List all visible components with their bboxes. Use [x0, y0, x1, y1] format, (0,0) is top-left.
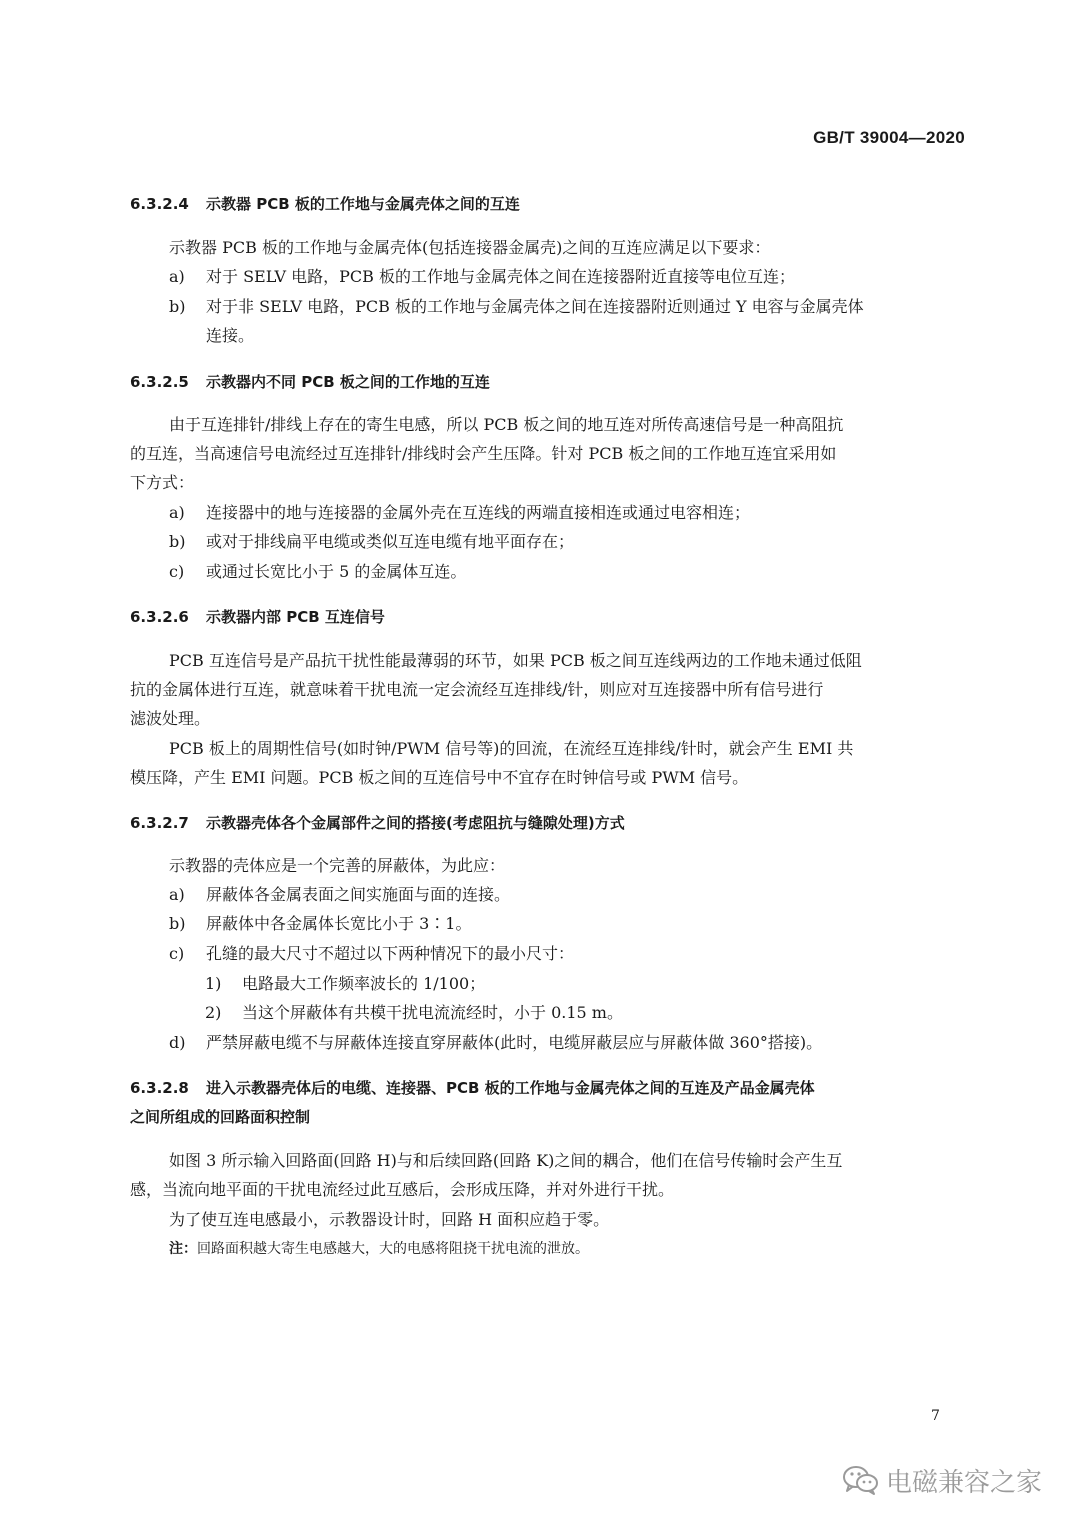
section-title: 进入示教器壳体后的电缆、连接器、PCB 板的工作地与金属壳体之间的互连及产品金属壳体 — [206, 1079, 815, 1097]
list-marker: c) — [169, 562, 185, 581]
standard-number: GB/T 39004—2020 — [813, 128, 965, 147]
section-heading-6324 — [130, 193, 520, 215]
paragraph-line: 滤波处理。 — [130, 709, 211, 728]
paragraph-line: 的互连，当高速信号电流经过互连排针/排线时会产生压降。针对 PCB 板之间的工作地互连宜采用如 — [130, 444, 837, 463]
list-text: 严禁屏蔽电缆不与屏蔽体连接直穿屏蔽体(此时，电缆屏蔽层应与屏蔽体做 360°搭接)。 — [206, 1033, 823, 1052]
list-text: 或通过长宽比小于 5 的金属体互连。 — [206, 562, 467, 581]
list-marker: 1) — [205, 974, 222, 993]
list-item — [169, 531, 574, 553]
sub-list-item — [205, 1002, 623, 1024]
section-title-continuation: 之间所组成的回路面积控制 — [130, 1108, 311, 1126]
paragraph-line: PCB 互连信号是产品抗干扰性能最薄弱的环节，如果 PCB 板之间互连线两边的工作地未通过低阻 — [169, 651, 862, 670]
section-number: 6.3.2.7 — [130, 814, 189, 832]
list-marker: b) — [169, 297, 186, 316]
wechat-icon — [842, 1464, 880, 1496]
list-item — [169, 913, 471, 935]
list-marker: c) — [169, 944, 185, 963]
list-item — [169, 1032, 822, 1054]
paragraph-line: PCB 板上的周期性信号(如时钟/PWM 信号等)的回流，在流经互连排线/针时，就会产生 EMI 共 — [169, 739, 854, 758]
list-item — [169, 884, 510, 906]
note-label: 注： — [169, 1241, 197, 1257]
watermark — [842, 1460, 1042, 1500]
section-number: 6.3.2.8 — [130, 1079, 189, 1097]
list-text: 或对于排线扁平电缆或类似互连电缆有地平面存在； — [206, 532, 575, 551]
list-text: 电路最大工作频率波长的 1/100； — [242, 974, 486, 993]
list-text: 屏蔽体中各金属体长宽比小于 3∶1。 — [206, 914, 472, 933]
list-marker: a) — [169, 267, 185, 286]
section-number: 6.3.2.6 — [130, 608, 189, 626]
list-text: 对于非 SELV 电路，PCB 板的工作地与金属壳体之间在连接器附近则通过 Y 电容与金属壳体 — [206, 297, 864, 316]
paragraph-line: 感，当流向地平面的干扰电流经过此互感后，会形成压降，并对外进行干扰。 — [130, 1180, 675, 1199]
list-text: 连接器中的地与连接器的金属外壳在互连线的两端直接相连或通过电容相连； — [206, 503, 751, 522]
paragraph-line: 为了使互连电感最小，示教器设计时，回路 H 面积应趋于零。 — [169, 1210, 610, 1229]
section-number: 6.3.2.4 — [130, 195, 189, 213]
note-text: 回路面积越大寄生电感越大，大的电感将阻挠干扰电流的泄放。 — [197, 1241, 589, 1257]
list-marker: a) — [169, 885, 185, 904]
list-item — [169, 943, 574, 965]
paragraph-line: 如图 3 所示输入回路面(回路 H)与和后续回路(回路 K)之间的耦合，他们在信号传输时会产生互 — [169, 1151, 843, 1170]
list-marker: d) — [169, 1033, 186, 1052]
paragraph-line: 示教器的壳体应是一个完善的屏蔽体，为此应： — [169, 856, 506, 875]
section-heading-6325 — [130, 371, 490, 393]
sub-list-item — [205, 973, 485, 995]
list-continuation: 连接。 — [206, 326, 255, 345]
page-number: 7 — [931, 1408, 940, 1424]
section-heading-6327 — [130, 812, 625, 834]
note — [169, 1238, 589, 1260]
list-marker: a) — [169, 503, 185, 522]
section-title: 示教器内不同 PCB 板之间的工作地的互连 — [206, 373, 490, 391]
list-text: 当这个屏蔽体有共模干扰电流流经时，小于 0.15 m。 — [242, 1003, 623, 1022]
section-heading-6328 — [130, 1077, 815, 1099]
paragraph-line: 下方式： — [130, 473, 195, 492]
list-text: 孔缝的最大尺寸不超过以下两种情况下的最小尺寸： — [206, 944, 575, 963]
section-number: 6.3.2.5 — [130, 373, 189, 391]
list-text: 屏蔽体各金属表面之间实施面与面的连接。 — [206, 885, 511, 904]
list-item — [169, 561, 466, 583]
list-item — [169, 266, 795, 288]
watermark-text: 电磁兼容之家 — [886, 1467, 1043, 1498]
paragraph-line: 由于互连排针/排线上存在的寄生电感，所以 PCB 板之间的地互连对所传高速信号是一种高阻抗 — [169, 415, 844, 434]
paragraph-line: 抗的金属体进行互连，就意味着干扰电流一定会流经互连排线/针，则应对互连接器中所有信号进行 — [130, 680, 824, 699]
section-title: 示教器内部 PCB 互连信号 — [206, 608, 385, 626]
list-item — [169, 296, 864, 318]
list-marker: 2) — [205, 1003, 222, 1022]
section-title: 示教器 PCB 板的工作地与金属壳体之间的互连 — [206, 195, 520, 213]
section-heading-6326 — [130, 606, 385, 628]
list-marker: b) — [169, 914, 186, 933]
list-marker: b) — [169, 532, 186, 551]
paragraph-line: 示教器 PCB 板的工作地与金属壳体(包括连接器金属壳)之间的互连应满足以下要求： — [169, 238, 771, 257]
list-text: 对于 SELV 电路，PCB 板的工作地与金属壳体之间在连接器附近直接等电位互连； — [206, 267, 795, 286]
paragraph-line: 模压降，产生 EMI 问题。PCB 板之间的互连信号中不宜存在时钟信号或 PWM 信号。 — [130, 768, 749, 787]
list-item — [169, 502, 750, 524]
section-title: 示教器壳体各个金属部件之间的搭接(考虑阻抗与缝隙处理)方式 — [206, 814, 625, 832]
